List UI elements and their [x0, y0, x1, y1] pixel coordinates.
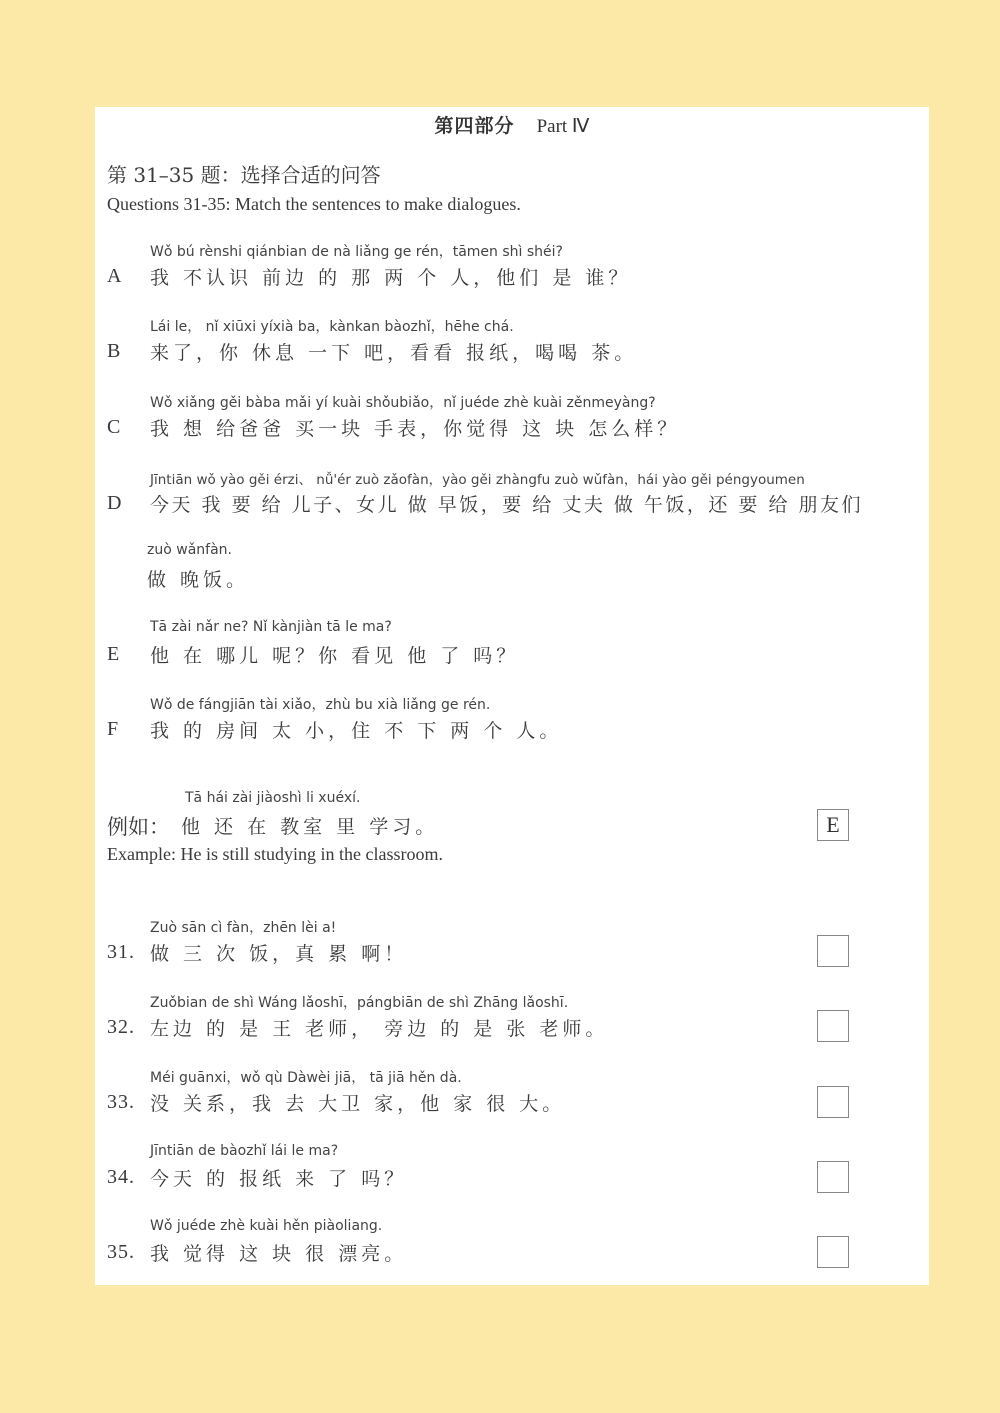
option-b-text: 来了，你 休息 一下 吧，看看 报纸，喝喝 茶。 [150, 342, 638, 364]
option-b-pinyin: Lái le， nǐ xiūxi yíxià ba，kànkan bàozhǐ，hēhe chá. [150, 319, 514, 335]
page-title [95, 111, 929, 138]
question-35-text: 我 觉得 这 块 很 漂亮。 [150, 1243, 408, 1265]
option-e-text: 他 在 哪儿 呢？你 看见 他 了 吗？ [150, 645, 520, 667]
question-34-pinyin: Jīntiān de bàozhǐ lái le ma? [150, 1143, 339, 1159]
option-e-pinyin: Tā zài nǎr ne? Nǐ kànjiàn tā le ma? [150, 619, 392, 635]
option-f-text: 我 的 房间 太 小，住 不 下 两 个 人。 [150, 720, 563, 742]
option-d-letter: D [107, 492, 122, 514]
question-33-pinyin: Méi guānxi，wǒ qù Dàwèi jiā， tā jiā hěn dà. [150, 1070, 462, 1086]
question-34-answer-box[interactable] [817, 1161, 849, 1193]
option-a-text: 我 不认识 前边 的 那 两 个 人，他们 是 谁？ [150, 267, 632, 289]
example-pinyin: Tā hái zài jiàoshì li xuéxí. [185, 790, 361, 806]
option-d-text-cont: 做 晚饭。 [147, 569, 250, 591]
title-cn: 第四部分 [434, 115, 515, 137]
question-35-answer-box[interactable] [817, 1236, 849, 1268]
option-d-pinyin-cont: zuò wǎnfàn. [147, 542, 232, 558]
option-d-pinyin: Jīntiān wǒ yào gěi érzi、 nǚ'ér zuò zǎofàn，yào gěi zhàngfu zuò wǔfàn，hái yào gěi péngyoumen [150, 472, 805, 488]
question-33-number: 33. [107, 1091, 135, 1113]
question-33-answer-box[interactable] [817, 1086, 849, 1118]
question-35-pinyin: Wǒ juéde zhè kuài hěn piàoliang. [150, 1218, 383, 1234]
option-c-letter: C [107, 416, 121, 438]
example-text: 他 还 在 教室 里 学习。 [181, 816, 439, 838]
option-f-pinyin: Wǒ de fángjiān tài xiǎo，zhù bu xià liǎng ge rén. [150, 697, 491, 713]
option-a-pinyin: Wǒ bú rènshi qiánbian de nà liǎng ge rén，tāmen shì shéi? [150, 244, 563, 260]
option-a-letter: A [107, 265, 122, 287]
question-32-answer-box[interactable] [817, 1010, 849, 1042]
option-d-text: 今天 我 要 给 儿子、女儿 做 早饭，要 给 丈夫 做 午饭，还 要 给 朋友们 [150, 494, 864, 516]
question-35-number: 35. [107, 1241, 135, 1263]
example-answer-box: E [817, 809, 849, 841]
question-34-text: 今天 的 报纸 来 了 吗？ [150, 1168, 408, 1190]
example-label: 例如： [107, 815, 170, 839]
option-f-letter: F [107, 718, 119, 740]
option-c-text: 我 想 给爸爸 买一块 手表，你觉得 这 块 怎么样？ [150, 418, 681, 440]
question-32-text: 左边 的 是 王 老师， 旁边 的 是 张 老师。 [150, 1018, 609, 1040]
question-31-pinyin: Zuò sān cì fàn，zhēn lèi a! [150, 920, 337, 936]
question-33-text: 没 关系，我 去 大卫 家，他 家 很 大。 [150, 1093, 566, 1115]
instructions-en: Questions 31-35: Match the sentences to make dialogues. [107, 194, 521, 214]
example-english: Example: He is still studying in the classroom. [107, 844, 443, 864]
question-31-answer-box[interactable] [817, 935, 849, 967]
title-en: Part Ⅳ [536, 116, 590, 137]
option-c-pinyin: Wǒ xiǎng gěi bàba mǎi yí kuài shǒubiǎo，nǐ juéde zhè kuài zěnmeyàng? [150, 395, 656, 411]
question-31-number: 31. [107, 941, 135, 963]
option-b-letter: B [107, 340, 121, 362]
question-32-pinyin: Zuǒbian de shì Wáng lǎoshī，pángbiān de shì Zhāng lǎoshī. [150, 995, 569, 1011]
worksheet-page [95, 107, 929, 1285]
option-e-letter: E [107, 643, 120, 665]
question-34-number: 34. [107, 1166, 135, 1188]
question-31-text: 做 三 次 饭，真 累 啊！ [150, 943, 408, 965]
instructions-cn: 第 31–35 题：选择合适的问答 [107, 163, 381, 187]
question-32-number: 32. [107, 1016, 135, 1038]
